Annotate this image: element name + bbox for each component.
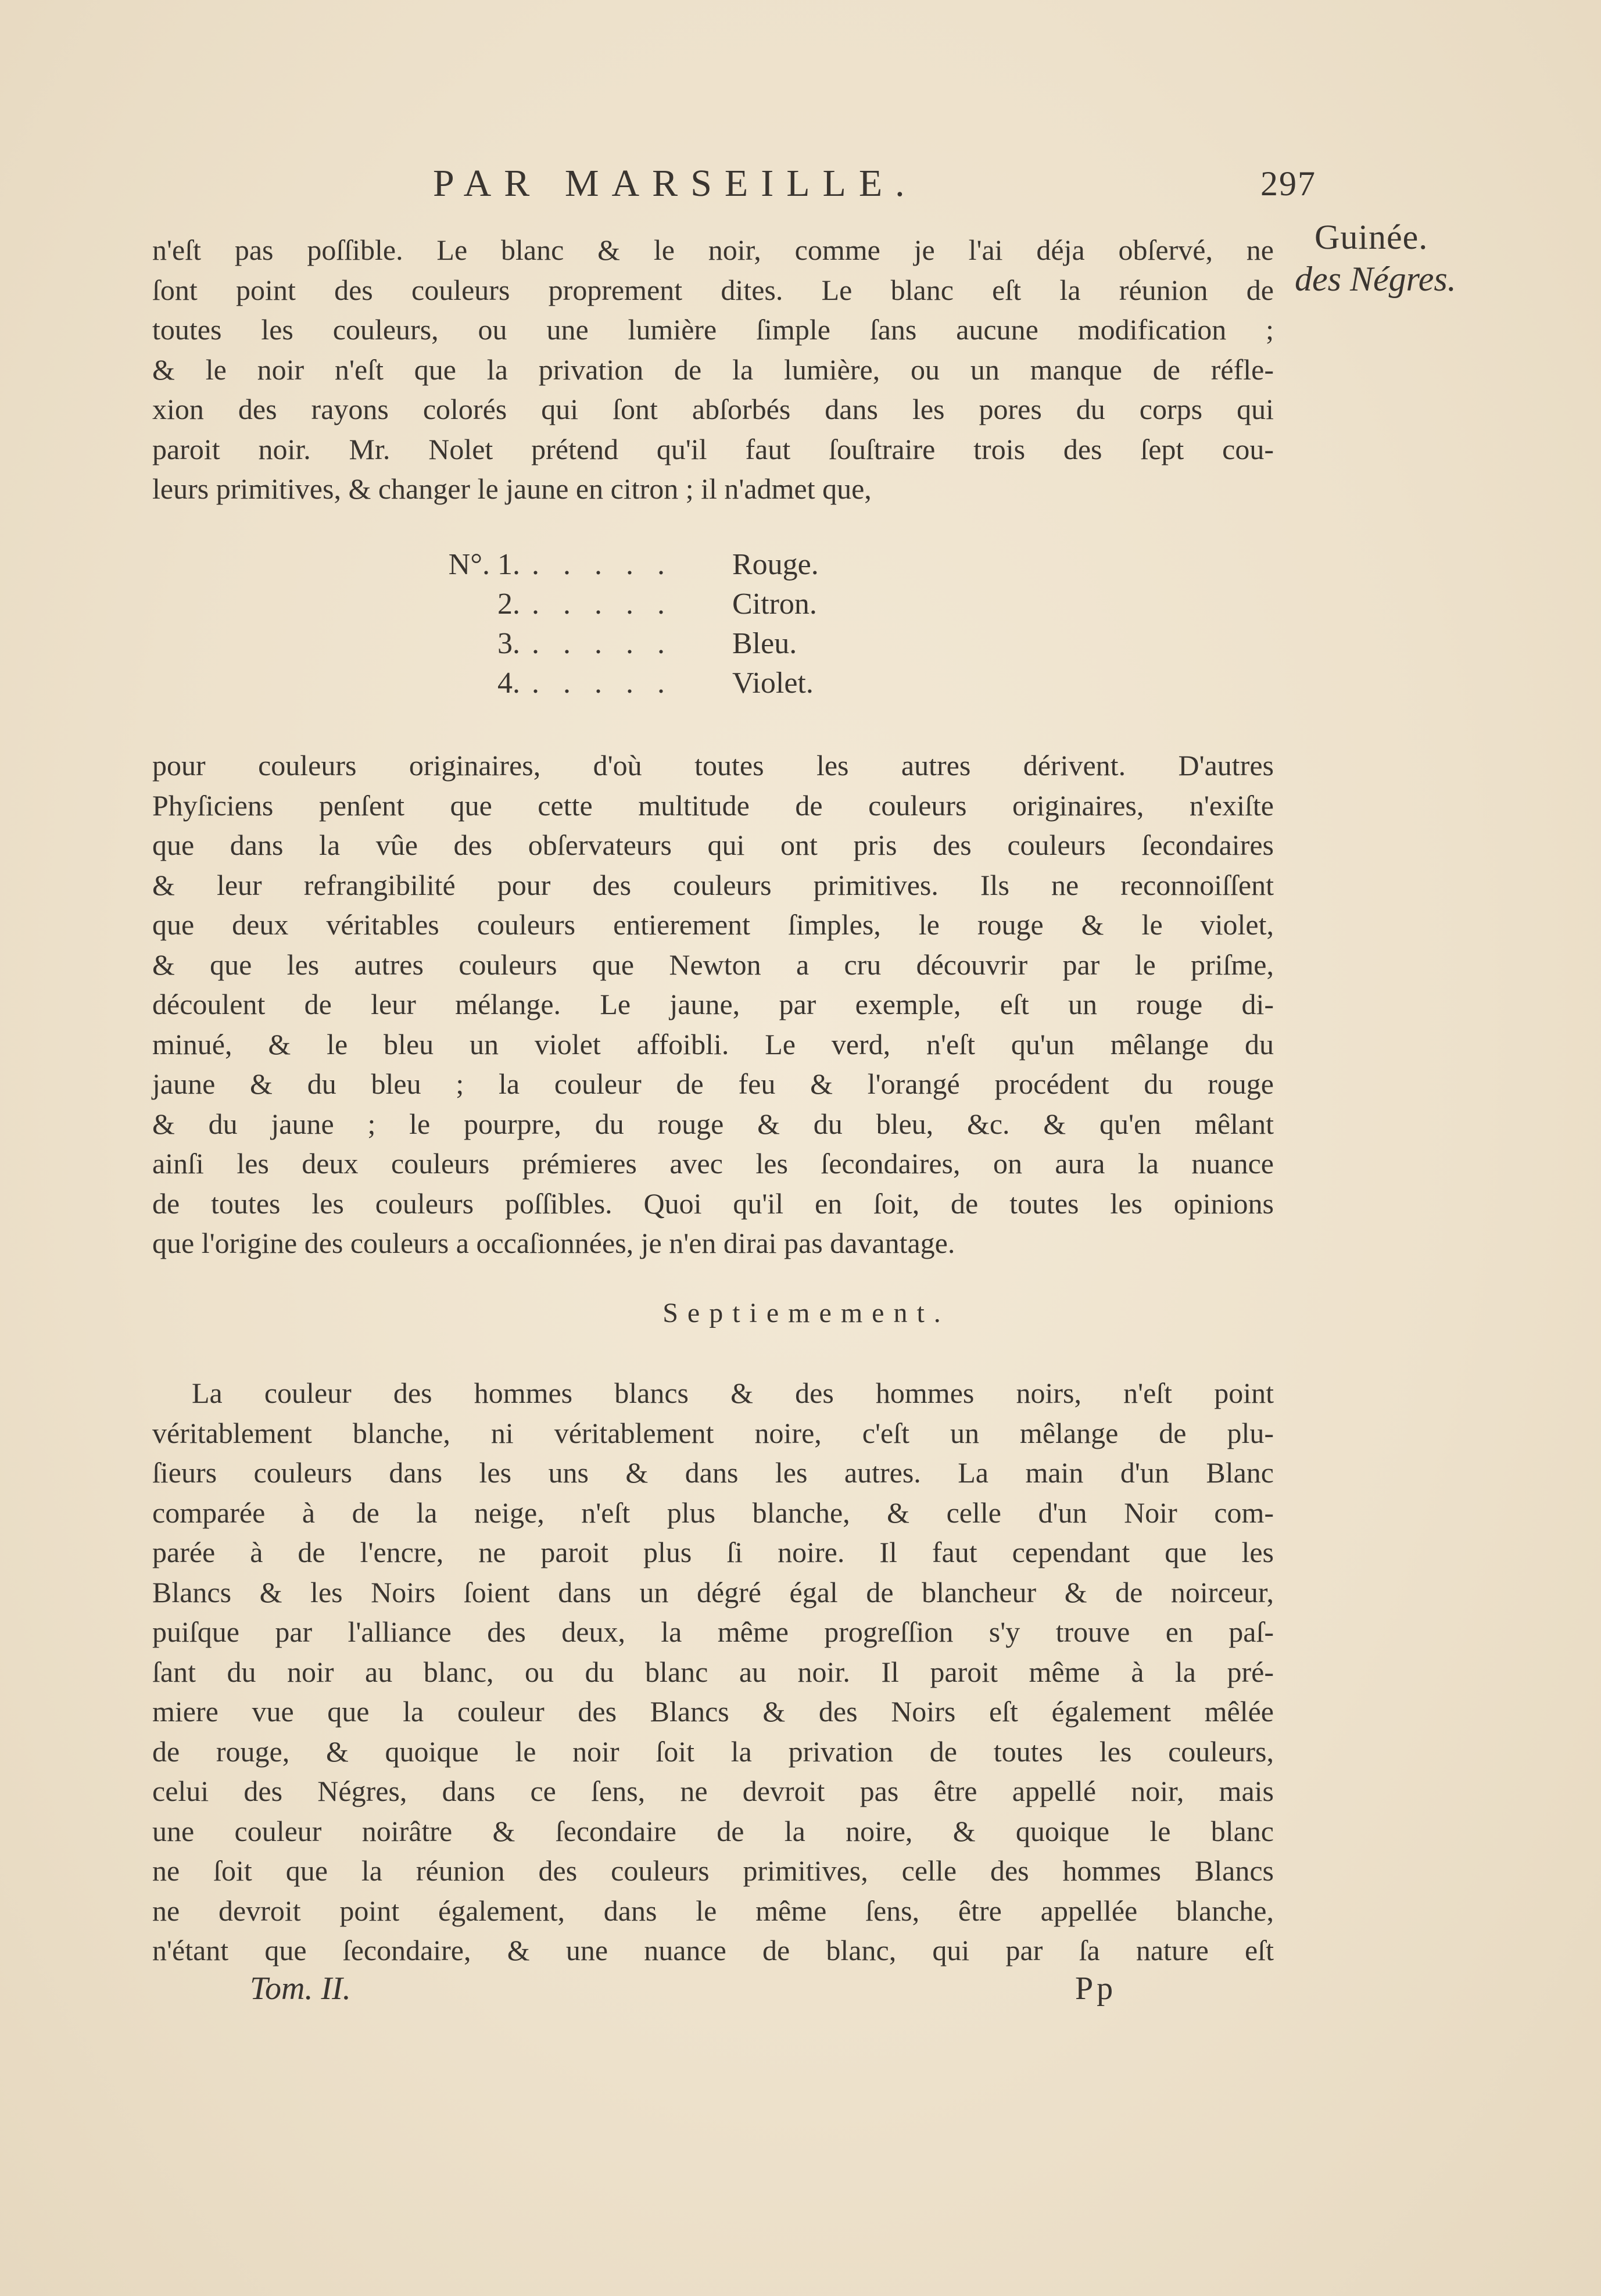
text-line: xion des rayons colorés qui ſont abſorbés dans les pores du corps qui (152, 393, 1274, 425)
text-line: minué, & le bleu un violet affoibli. Le verd, n'eſt qu'un mêlange du (152, 1027, 1274, 1061)
text-line: ne ſoit que la réunion des couleurs primitives, celle des hommes Blancs (152, 1854, 1274, 1887)
color-name: Rouge. (732, 548, 819, 581)
text-line: ſant du noir au blanc, ou du blanc au noir. Il paroit même à la pré- (152, 1655, 1274, 1688)
text-line: & du jaune ; le pourpre, du rouge & du bleu, &c. & qu'en mêlant (152, 1107, 1274, 1140)
text-line: comparée à de la neige, n'eſt plus blanche, & celle d'un Noir com- (152, 1496, 1274, 1529)
text-line: celui des Négres, dans ce ſens, ne devroit pas être appellé noir, mais (152, 1775, 1274, 1807)
text-line: leurs primitives, & changer le jaune en citron ; il n'admet que, (152, 472, 872, 505)
color-name: Violet. (732, 667, 814, 700)
list-item (427, 664, 819, 703)
text-line: Phyſiciens penſent que cette multitude de couleurs originaires, n'exiſte (152, 789, 1274, 822)
text-line: que dans la vûe des obſervateurs qui ont pris des couleurs ſecondaires (152, 829, 1274, 861)
text-line: de toutes les couleurs poſſibles. Quoi qu'il en ſoit, de toutes les opinions (152, 1187, 1274, 1220)
text-line: que deux véritables couleurs entierement ſimples, le rouge & le violet, (152, 908, 1274, 941)
list-number: N°. 1. (448, 548, 520, 581)
text-line: découlent de leur mélange. Le jaune, par exemple, eſt un rouge di- (152, 988, 1274, 1020)
text-line: ſieurs couleurs dans les uns & dans les autres. La main d'un Blanc (152, 1456, 1274, 1489)
paragraph-2 (152, 746, 1274, 1263)
text-line: & le noir n'eſt que la privation de la lumière, ou un manque de réfle- (152, 353, 1274, 386)
color-name: Citron. (732, 588, 817, 621)
text-line: ainſi les deux couleurs prémieres avec les ſecondaires, on aura la nuance (152, 1147, 1274, 1180)
text-line: miere vue que la couleur des Blancs & des Noirs eſt également mêlée (152, 1695, 1274, 1728)
text-line: paroit noir. Mr. Nolet prétend qu'il faut ſouſtraire trois des ſept cou- (152, 432, 1274, 465)
text-line: ſont point des couleurs proprement dites. Le blanc eſt la réunion de (152, 273, 1274, 306)
leader-dots: . . . . . (532, 667, 673, 700)
text-line: que l'origine des couleurs a occaſionnées, je n'en dirai pas davantage. (152, 1227, 955, 1259)
page-number: 297 (1260, 164, 1316, 203)
text-line: jaune & du bleu ; la couleur de feu & l'orangé procédent du rouge (152, 1068, 1274, 1100)
leader-dots: . . . . . (532, 588, 673, 621)
text-line: une couleur noirâtre & ſecondaire de la noire, & quoique le blanc (152, 1814, 1274, 1847)
list-number: 2. (497, 588, 520, 621)
list-number: 4. (497, 667, 520, 700)
section-title: Septiemement. (662, 1298, 950, 1328)
text-line: n'étant que ſecondaire, & une nuance de blanc, qui par ſa nature eſt (152, 1934, 1274, 1967)
leader-dots: . . . . . (532, 627, 673, 660)
margin-note (1295, 216, 1487, 300)
list-number: 3. (497, 627, 520, 660)
volume-label: Tom. II. (250, 1971, 351, 2007)
text-line: toutes les couleurs, ou une lumière ſimple ſans aucune modification ; (152, 313, 1274, 346)
text-line: puiſque par l'alliance des deux, la même progreſſion s'y trouve en paſ- (152, 1616, 1274, 1648)
list-item (427, 545, 819, 585)
text-line: La couleur des hommes blancs & des hommes noirs, n'eſt point (192, 1377, 1274, 1409)
running-title: PAR MARSEILLE. (433, 162, 918, 205)
text-line: n'eſt pas poſſible. Le blanc & le noir, comme je l'ai déja obſervé, ne (152, 234, 1274, 266)
paragraph-1 (152, 230, 1274, 509)
text-line: & leur refrangibilité pour des couleurs primitives. Ils ne reconnoiſſent (152, 868, 1274, 901)
text-line: de rouge, & quoique le noir ſoit la privation de toutes les couleurs, (152, 1735, 1274, 1768)
text-line: pour couleurs originaires, d'où toutes les autres dérivent. D'autres (152, 749, 1274, 782)
margin-note-line2: des Négres. (1295, 260, 1456, 298)
page-footer (0, 1970, 1601, 2016)
list-item (427, 624, 819, 664)
paragraph-3 (152, 1373, 1274, 1971)
color-list (427, 545, 819, 703)
text-line: ne devroit point également, dans le même ſens, être appellée blanche, (152, 1894, 1274, 1927)
running-header (433, 162, 1316, 214)
text-line: parée à de l'encre, ne paroit plus ſi noire. Il faut cependant que les (152, 1536, 1274, 1568)
text-line: & que les autres couleurs que Newton a cru découvrir par le priſme, (152, 948, 1274, 981)
leader-dots: . . . . . (532, 548, 673, 581)
signature-mark: Pp (1075, 1971, 1117, 2007)
text-line: véritablement blanche, ni véritablement noire, c'eſt un mêlange de plu- (152, 1416, 1274, 1449)
text-line: Blancs & les Noirs ſoient dans un dégré égal de blancheur & de noirceur, (152, 1575, 1274, 1609)
margin-note-line1: Guinée. (1315, 218, 1428, 256)
color-name: Bleu. (732, 627, 797, 660)
list-item (427, 585, 819, 624)
